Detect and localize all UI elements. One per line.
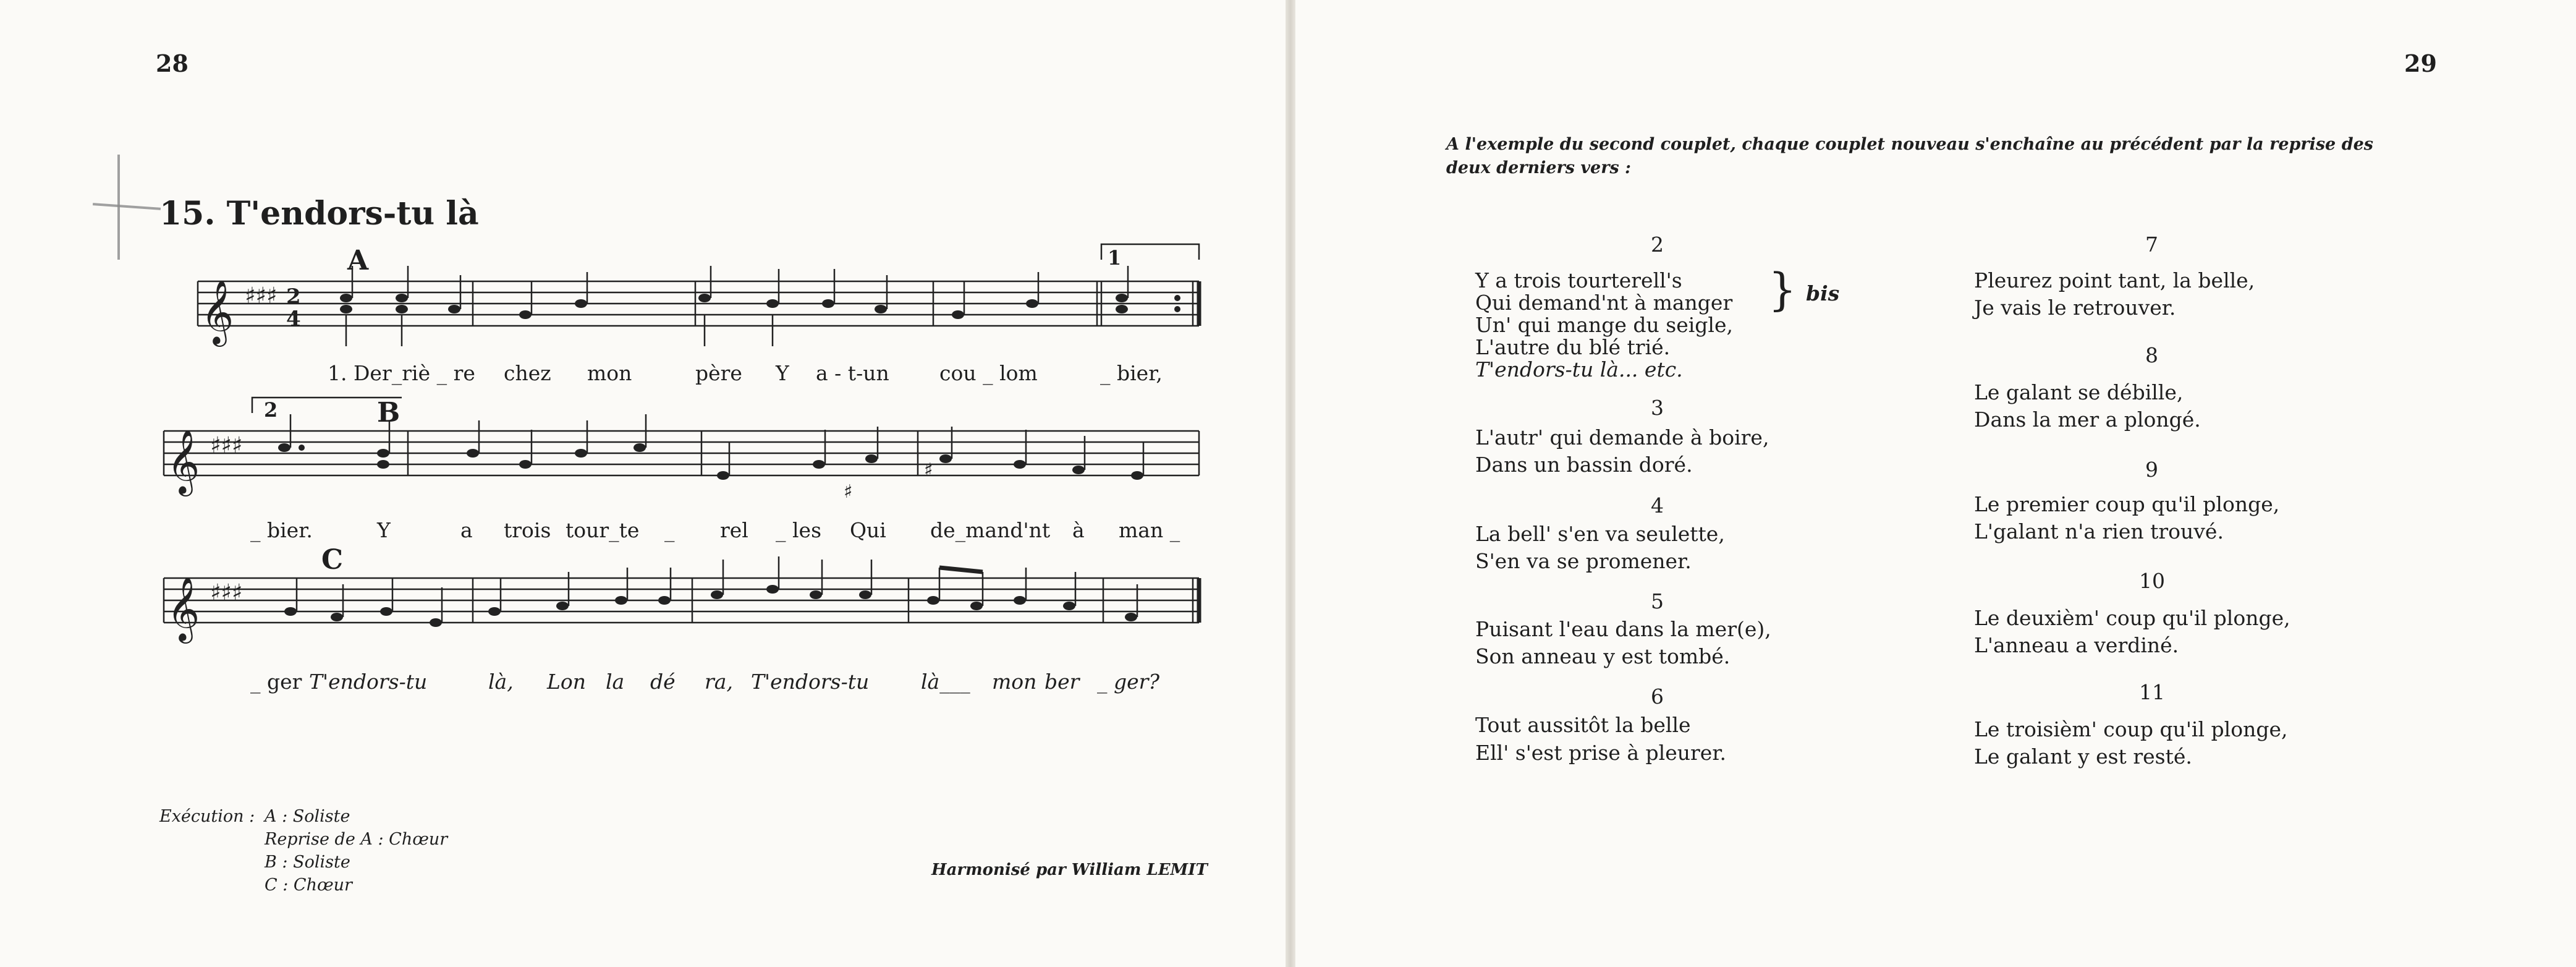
lyric-syllable: chez xyxy=(504,361,551,385)
svg-text:2: 2 xyxy=(286,284,301,309)
song-title: 15. T'endors-tu là xyxy=(159,195,479,232)
verse-line: L'anneau a verdiné. xyxy=(1974,633,2179,657)
book-gutter xyxy=(1286,0,1295,967)
brace-icon: } xyxy=(1768,263,1797,315)
music-score xyxy=(0,0,1286,804)
svg-text:𝄞: 𝄞 xyxy=(167,429,200,494)
section-mark-c: C xyxy=(321,544,344,576)
verse-line: Le galant y est resté. xyxy=(1974,744,2192,769)
lyric-syllable: dé xyxy=(650,670,676,694)
svg-text:♯: ♯ xyxy=(844,481,853,503)
verse-line: T'endors-tu là... etc. xyxy=(1475,357,1683,381)
lyric-syllable: mon xyxy=(587,361,632,385)
lyric-syllable: de_mand'nt xyxy=(930,518,1051,542)
couplet-number: 9 xyxy=(2145,458,2158,482)
svg-text:♯♯♯: ♯♯♯ xyxy=(210,580,243,605)
lyric-syllable: là___ xyxy=(921,670,970,694)
couplet-number: 8 xyxy=(2145,343,2158,367)
lyric-syllable: T'endors-tu xyxy=(309,670,428,694)
page-number-left: 28 xyxy=(156,49,189,77)
couplet-number: 3 xyxy=(1651,396,1664,420)
verse-line: Un' qui mange du seigle, xyxy=(1475,313,1733,337)
verse-line: La bell' s'en va seulette, xyxy=(1475,522,1725,546)
lyric-syllable: mon xyxy=(992,670,1037,694)
staff-3 xyxy=(164,578,1199,623)
lyric-syllable: père xyxy=(695,361,742,385)
couplet-number: 2 xyxy=(1651,232,1664,257)
section-mark-b: B xyxy=(377,397,400,428)
couplet-number: 11 xyxy=(2139,680,2165,704)
lyric-syllable: ra, xyxy=(705,670,733,694)
lyric-syllable: Y xyxy=(776,361,789,385)
lyric-syllable: cou _ lom xyxy=(939,361,1038,385)
lyric-syllable: _ bier. xyxy=(250,518,313,542)
lyric-syllable: _ bier, xyxy=(1100,361,1163,385)
verse-line: Le troisièm' coup qu'il plonge, xyxy=(1974,717,2288,741)
verse-line: S'en va se promener. xyxy=(1475,549,1692,573)
verse-line: Le deuxièm' coup qu'il plonge, xyxy=(1974,606,2290,630)
svg-text:♯♯♯: ♯♯♯ xyxy=(210,433,243,458)
lyric-syllable: a - t-un xyxy=(816,361,889,385)
verse-line: Pleurez point tant, la belle, xyxy=(1974,268,2255,292)
svg-text:𝄞: 𝄞 xyxy=(167,576,200,641)
right-page xyxy=(1295,0,2576,967)
lyric-syllable: a xyxy=(460,518,473,542)
svg-text:♯: ♯ xyxy=(924,459,933,481)
verse-line: Dans un bassin doré. xyxy=(1475,453,1693,477)
couplet-number: 7 xyxy=(2145,232,2158,257)
lyric-syllable: Y xyxy=(377,518,391,542)
lyric-syllable: man _ xyxy=(1119,518,1180,542)
left-page xyxy=(0,0,1286,967)
verse-line: L'autre du blé trié. xyxy=(1475,335,1671,359)
lyric-syllable: là, xyxy=(488,670,514,694)
execution-line-2: Reprise de A : Chœur xyxy=(265,830,448,849)
lyric-syllable: rel xyxy=(720,518,748,542)
section-mark-a: A xyxy=(347,245,369,276)
svg-text:♯♯♯: ♯♯♯ xyxy=(245,283,278,309)
bis-label: bis xyxy=(1806,281,1840,305)
couplet-number: 4 xyxy=(1651,493,1664,518)
verse-line: Le galant se débille, xyxy=(1974,380,2184,404)
verse-line: Je vais le retrouver. xyxy=(1974,296,2176,320)
lyric-syllable: 1. Der_riè _ re xyxy=(328,361,475,385)
harmonized-by: Harmonisé par William LEMIT xyxy=(931,861,1208,879)
verse-line: Ell' s'est prise à pleurer. xyxy=(1475,741,1726,765)
notes-3 xyxy=(284,585,1137,627)
verse-line: Qui demand'nt à manger xyxy=(1475,291,1733,315)
verse-line: Dans la mer a plongé. xyxy=(1974,407,2201,432)
execution-line-1: A : Soliste xyxy=(265,807,350,826)
lyric-syllable: _ ger xyxy=(250,670,302,694)
couplet-number: 10 xyxy=(2139,569,2165,593)
staff-2 xyxy=(164,431,1199,475)
lyric-syllable: _ xyxy=(664,518,675,542)
lyric-syllable: trois xyxy=(504,518,551,542)
lyric-syllable: _ ger? xyxy=(1097,670,1160,694)
svg-text:𝄞: 𝄞 xyxy=(201,279,234,344)
execution-line-4: C : Chœur xyxy=(265,875,352,895)
verse-line: Y a trois tourterell's xyxy=(1475,268,1682,292)
verse-line: Puisant l'eau dans la mer(e), xyxy=(1475,617,1771,641)
lyric-syllable: tour_te xyxy=(566,518,640,542)
lyric-syllable: à xyxy=(1072,518,1085,542)
execution-label: Exécution : xyxy=(159,807,255,826)
stems-1 xyxy=(346,266,1128,346)
verse-line: L'autr' qui demande à boire, xyxy=(1475,425,1769,449)
lyric-syllable: Lon xyxy=(547,670,587,694)
verse-line: Le premier coup qu'il plonge, xyxy=(1974,492,2280,516)
page-number-right: 29 xyxy=(2404,49,2437,77)
verse-line: Tout aussitôt la belle xyxy=(1475,713,1691,737)
couplet-number: 6 xyxy=(1651,684,1664,709)
couplet-number: 5 xyxy=(1651,589,1664,613)
volta-2-label: 2 xyxy=(264,398,278,422)
svg-text:4: 4 xyxy=(286,307,301,331)
verse-line: L'galant n'a rien trouvé. xyxy=(1974,519,2224,543)
volta-1-label: 1 xyxy=(1108,246,1122,270)
lyric-syllable: la xyxy=(606,670,625,694)
intro-text: A l'exemple du second couplet, chaque couplet nouveau s'enchaîne au précédent par la reprise des deux derniers vers : xyxy=(1446,135,2373,177)
lyric-syllable: _ les xyxy=(776,518,822,542)
lyric-syllable: Qui xyxy=(850,518,886,542)
verse-line: Son anneau y est tombé. xyxy=(1475,644,1731,668)
lyric-syllable: ber xyxy=(1044,670,1080,694)
lyric-syllable: T'endors-tu xyxy=(751,670,870,694)
execution-line-3: B : Soliste xyxy=(265,853,350,872)
